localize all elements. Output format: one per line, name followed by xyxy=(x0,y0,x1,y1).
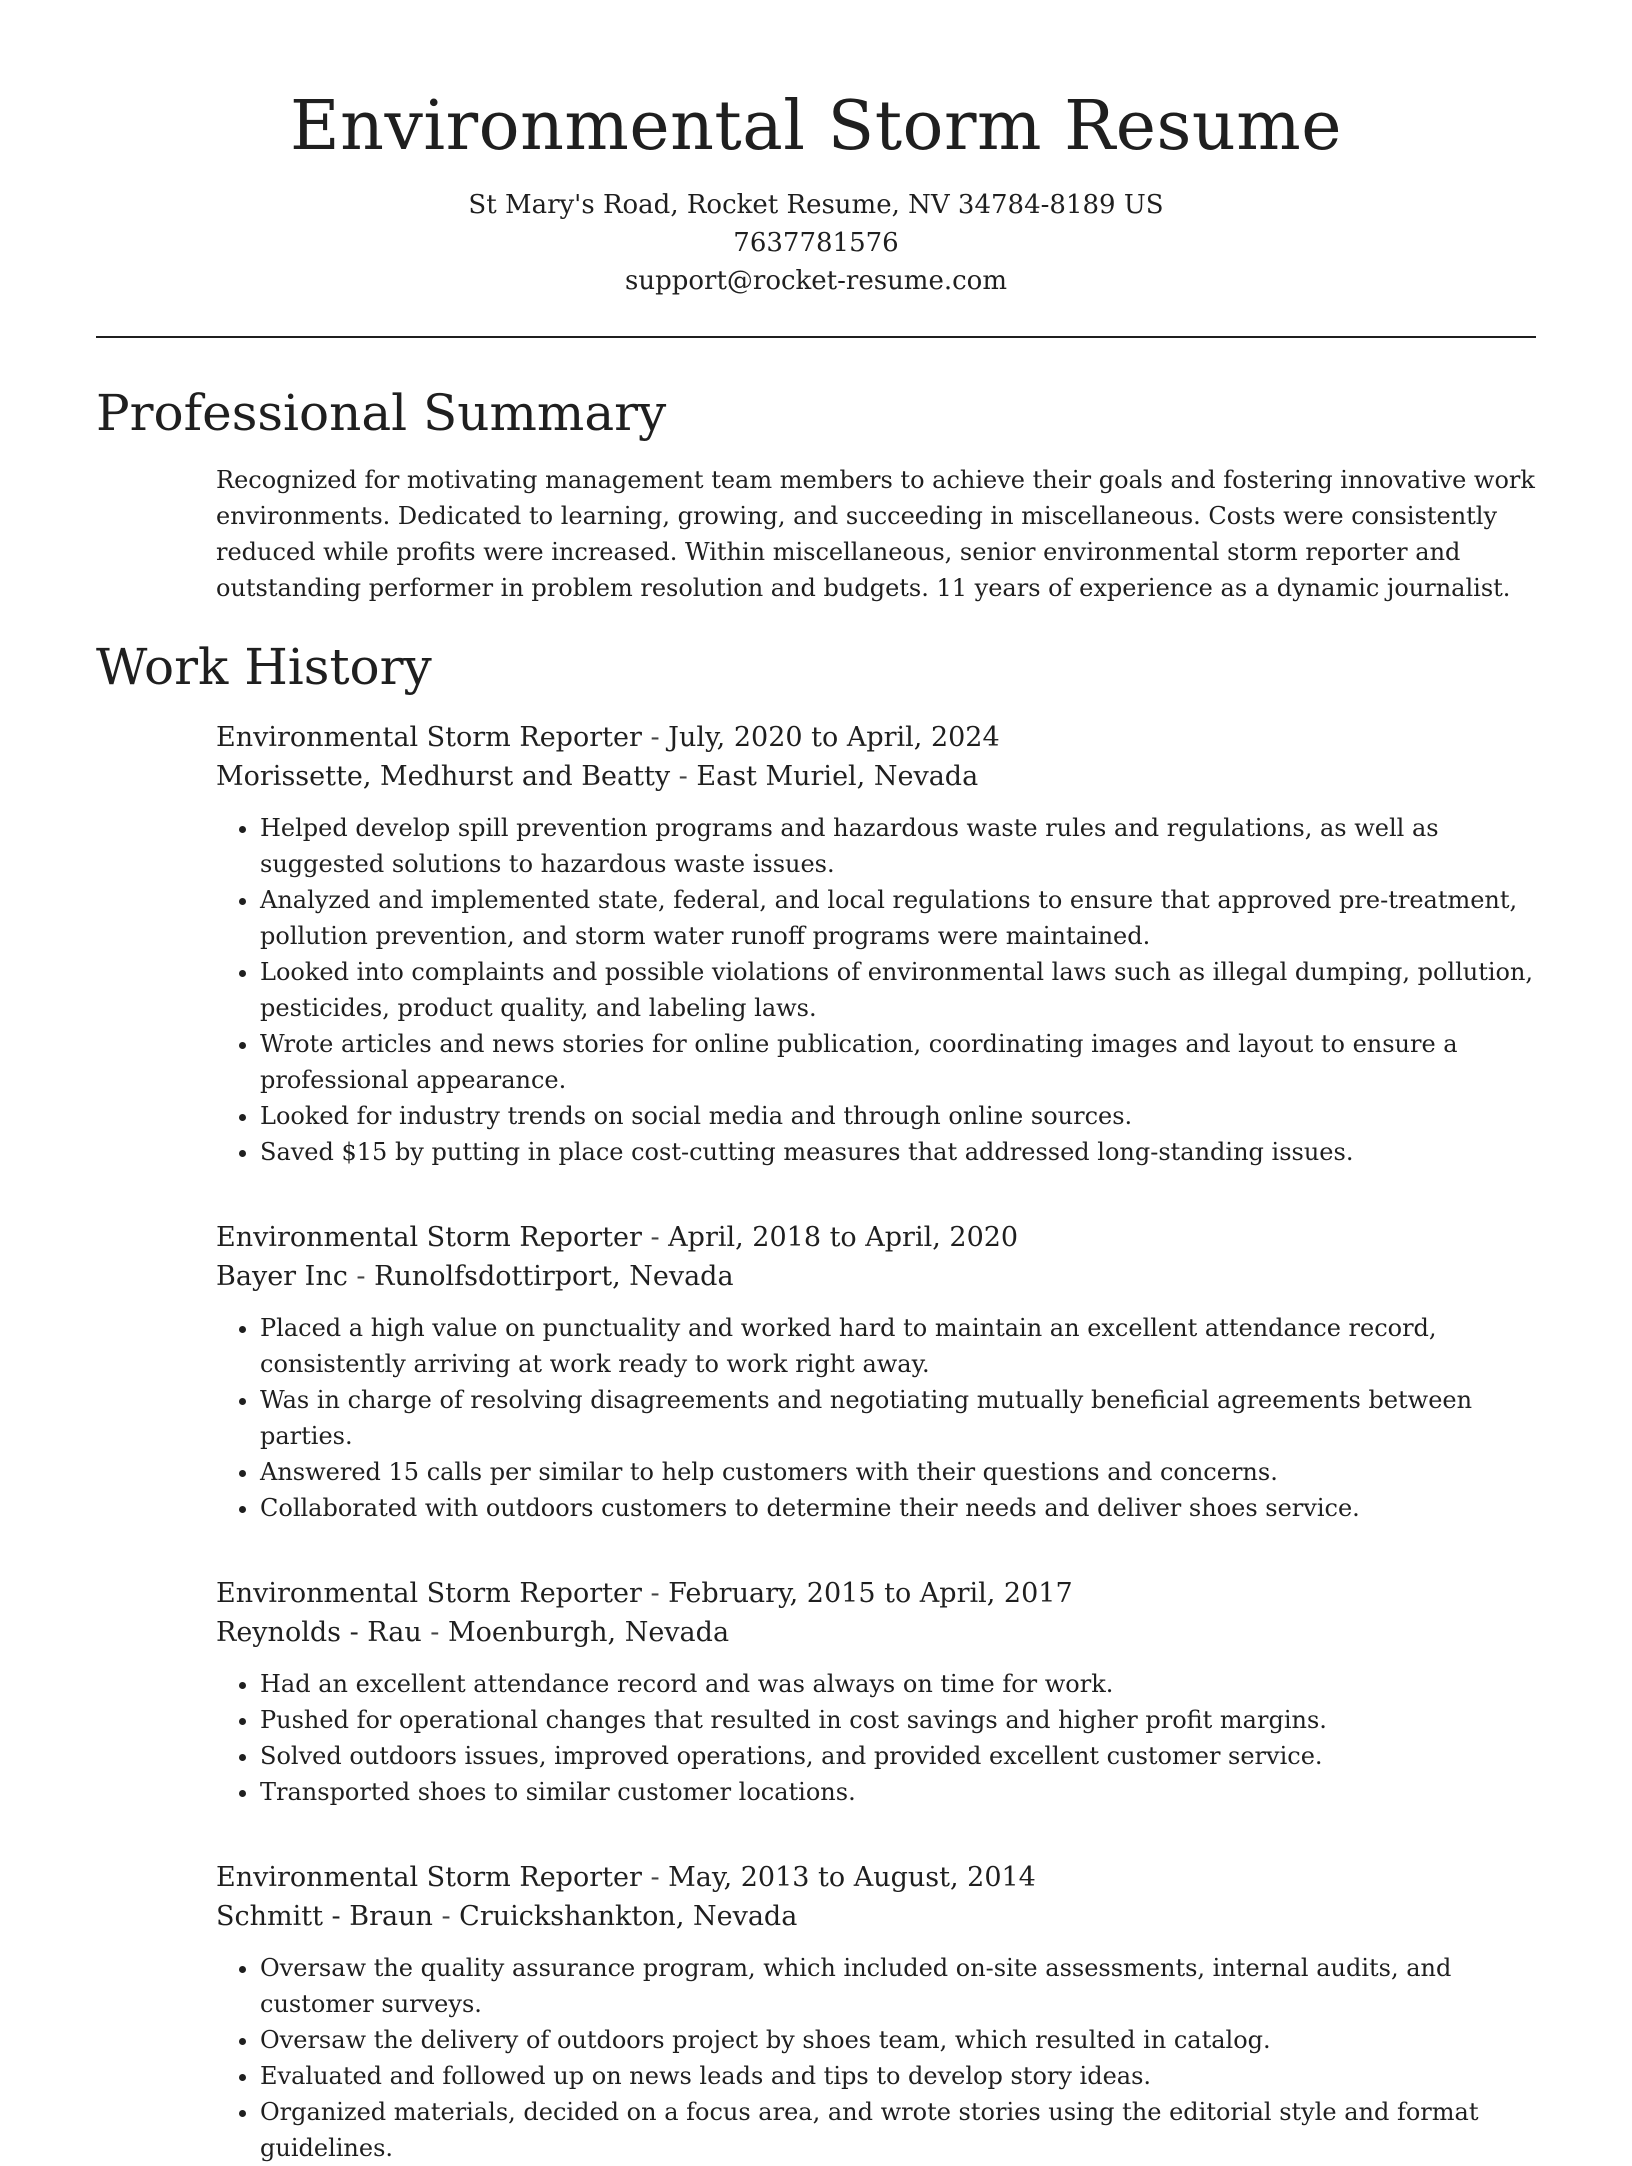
job-entry xyxy=(216,718,1536,1170)
bullet-item: • Analyzed and implemented state, federal, and local regulations to ensure that approved pre-treatment, pollution prevention, and storm water runoff programs were maintained. xyxy=(260,882,1536,954)
job-role: Environmental Storm Reporter xyxy=(216,1862,642,1893)
job-bullets xyxy=(216,1666,1536,1810)
job-location: Cruickshankton, Nevada xyxy=(459,1901,798,1932)
job-bullets xyxy=(216,1310,1536,1526)
bullet-item: • Looked for industry trends on social media and through online sources. xyxy=(260,1098,1536,1134)
summary-heading: Professional Summary xyxy=(96,384,667,442)
separator: - xyxy=(670,761,697,792)
bullet-item: • Had an excellent attendance record and was always on time for work. xyxy=(260,1666,1536,1702)
resume-header xyxy=(96,0,1536,300)
bullet-item: • Placed a high value on punctuality and worked hard to maintain an excellent attendance record, consistently arriving at work ready to work right away. xyxy=(260,1310,1536,1382)
job-company: Bayer Inc xyxy=(216,1261,348,1292)
header-divider xyxy=(96,336,1536,338)
separator: - xyxy=(641,1578,669,1609)
bullet-item: • Saved $15 by putting in place cost-cutting measures that addressed long-standing issues. xyxy=(260,1134,1536,1170)
separator: - xyxy=(432,1901,460,1932)
job-title-line xyxy=(216,1574,1536,1613)
job-location: Moenburgh, Nevada xyxy=(448,1617,730,1648)
job-location: Runolfsdottirport, Nevada xyxy=(374,1261,734,1292)
bullet-item: • Solved outdoors issues, improved operations, and provided excellent customer service. xyxy=(260,1738,1536,1774)
job-title-line xyxy=(216,1858,1536,1897)
separator: - xyxy=(421,1617,449,1648)
bullet-item: • Was in charge of resolving disagreements and negotiating mutually beneficial agreements between parties. xyxy=(260,1382,1536,1454)
phone: 7637781576 xyxy=(733,228,899,258)
job-title-line xyxy=(216,1218,1536,1257)
job-company-line xyxy=(216,1613,1536,1652)
job-company: Schmitt - Braun xyxy=(216,1901,433,1932)
bullet-item: • Evaluated and followed up on news leads and tips to develop story ideas. xyxy=(260,2058,1536,2094)
job-entry xyxy=(216,1858,1536,2166)
job-role: Environmental Storm Reporter xyxy=(216,722,642,753)
work-history-list xyxy=(216,718,1536,2166)
job-entry xyxy=(216,1574,1536,1810)
address: St Mary's Road, Rocket Resume, NV 34784-8189 US xyxy=(468,190,1164,220)
separator: - xyxy=(641,1222,669,1253)
job-bullets xyxy=(216,810,1536,1170)
resume-page xyxy=(96,0,1536,2166)
job-role: Environmental Storm Reporter xyxy=(216,1222,642,1253)
bullet-item: • Transported shoes to similar customer locations. xyxy=(260,1774,1536,1810)
job-dates: May, 2013 to August, 2014 xyxy=(668,1862,1036,1893)
summary-text: Recognized for motivating management team members to achieve their goals and fostering innovative work environments. Dedicated to learning, growing, and succeeding in miscellaneous. Costs were consistently reduced while profits were increased. Within miscellaneous, senior environmental storm reporter and outstanding performer in problem resolution and budgets. 11 years of experience as a dynamic journalist. xyxy=(216,466,1535,602)
resume-name: Environmental Storm Resume xyxy=(290,87,1342,166)
job-entry xyxy=(216,1218,1536,1526)
job-company: Reynolds - Rau xyxy=(216,1617,422,1648)
job-dates: February, 2015 to April, 2017 xyxy=(668,1578,1073,1609)
job-company-line xyxy=(216,1897,1536,1936)
separator: - xyxy=(641,722,669,753)
bullet-item: • Oversaw the delivery of outdoors project by shoes team, which resulted in catalog. xyxy=(260,2022,1536,2058)
job-bullets xyxy=(216,1950,1536,2166)
bullet-item: • Collaborated with outdoors customers to determine their needs and deliver shoes service. xyxy=(260,1490,1536,1526)
separator: - xyxy=(641,1862,669,1893)
bullet-item: • Wrote articles and news stories for online publication, coordinating images and layout to ensure a professional appearance. xyxy=(260,1026,1536,1098)
job-role: Environmental Storm Reporter xyxy=(216,1578,642,1609)
bullet-item: • Answered 15 calls per similar to help customers with their questions and concerns. xyxy=(260,1454,1536,1490)
separator: - xyxy=(347,1261,375,1292)
job-location: East Muriel, Nevada xyxy=(696,761,979,792)
job-company-line xyxy=(216,757,1536,796)
bullet-item: • Organized materials, decided on a focus area, and wrote stories using the editorial style and format guidelines. xyxy=(260,2094,1536,2166)
bullet-item: • Helped develop spill prevention programs and hazardous waste rules and regulations, as well as suggested solutions to hazardous waste issues. xyxy=(260,810,1536,882)
job-company: Morissette, Medhurst and Beatty xyxy=(216,761,671,792)
bullet-item: • Pushed for operational changes that resulted in cost savings and higher profit margins. xyxy=(260,1702,1536,1738)
job-dates: July, 2020 to April, 2024 xyxy=(668,722,1000,753)
job-title-line xyxy=(216,718,1536,757)
bullet-item: • Oversaw the quality assurance program, which included on-site assessments, internal audits, and customer surveys. xyxy=(260,1950,1536,2022)
work-history-heading: Work History xyxy=(96,638,432,696)
bullet-item: • Looked into complaints and possible violations of environmental laws such as illegal dumping, pollution, pesticides, product quality, and labeling laws. xyxy=(260,954,1536,1026)
email: support@rocket-resume.com xyxy=(624,266,1007,296)
job-company-line xyxy=(216,1257,1536,1296)
job-dates: April, 2018 to April, 2020 xyxy=(668,1222,1019,1253)
